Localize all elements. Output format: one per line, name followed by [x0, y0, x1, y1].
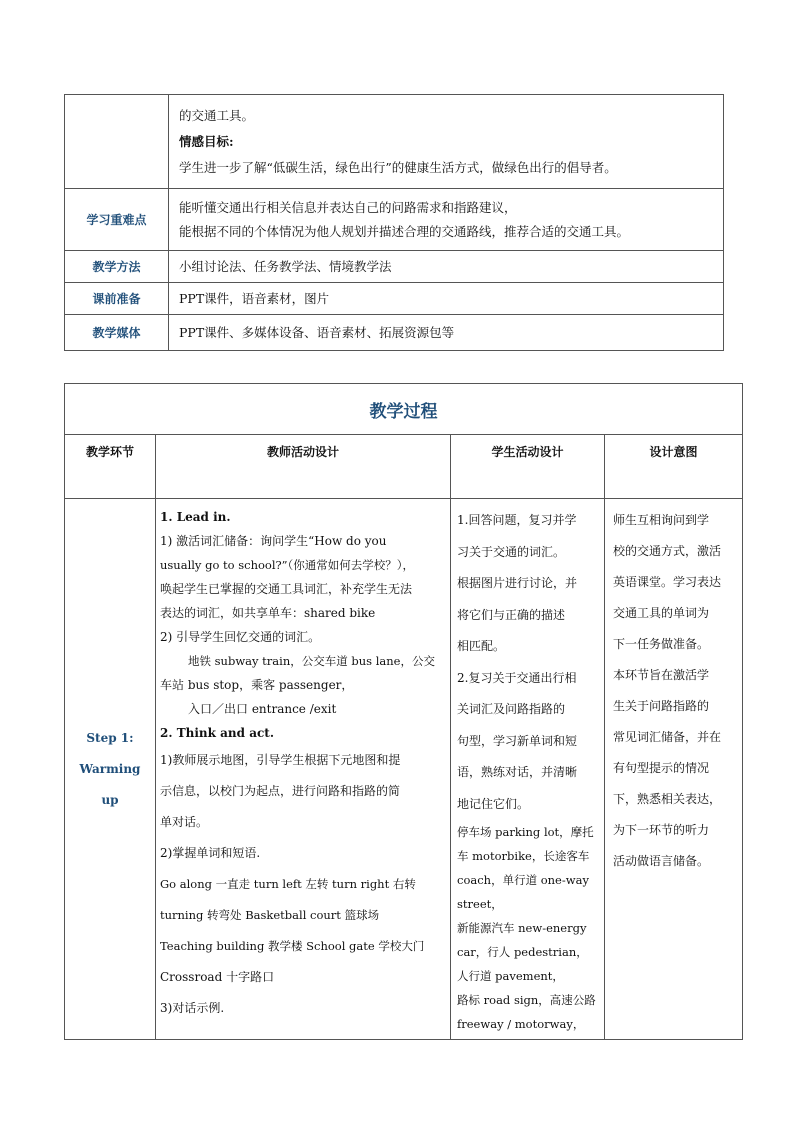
- row-line: 能听懂交通出行相关信息并表达自己的问路需求和指路建议，: [179, 199, 517, 215]
- row-value: [169, 189, 724, 251]
- row-label: 课前准备: [65, 283, 169, 315]
- step-line: up: [101, 792, 119, 807]
- student-activity-cell: [451, 499, 605, 1040]
- vocab-line: street，: [457, 897, 503, 911]
- objective-line: 学生进一步了解“低碳生活，绿色出行”的健康生活方式，做绿色出行的倡导者。: [179, 159, 617, 175]
- row-value: PPT课件、多媒体设备、语音素材、拓展资源包等: [169, 315, 724, 351]
- process-title: 教学过程: [65, 384, 743, 435]
- teacher-line: 3)对话示例.: [160, 1001, 225, 1015]
- teacher-line: usually go to school?”（你通常如何去学校？），: [160, 558, 415, 572]
- teacher-line: 示信息，以校门为起点，进行问路和指路的简: [160, 784, 401, 798]
- section-heading: 2. Think and act.: [160, 726, 275, 740]
- header-student: 学生活动设计: [451, 435, 605, 499]
- row-label: 教学媒体: [65, 315, 169, 351]
- student-line: 关词汇及问路指路的: [457, 702, 566, 716]
- student-line: 句型，学习新单词和短: [457, 733, 578, 748]
- intent-line: 校的交通方式，激活: [613, 544, 722, 558]
- vocab-line: coach，单行道 one-way: [457, 873, 589, 887]
- teacher-line: 2) 引导学生回忆交通的词汇。: [160, 630, 321, 644]
- vocab-line: 新能源汽车 new-energy: [457, 921, 587, 935]
- intent-line: 常见词汇储备，并在: [613, 730, 722, 744]
- row-label: 教学方法: [65, 251, 169, 283]
- teacher-activity-cell: [156, 499, 451, 1040]
- step-line: Warming: [79, 761, 141, 776]
- teacher-line: 入口／出口 entrance /exit: [188, 702, 337, 716]
- teacher-line: Go along 一直走 turn left 左转 turn right 右转: [160, 877, 416, 891]
- vocab-line: 人行道 pavement，: [457, 969, 564, 983]
- vocab-list: [457, 820, 600, 1036]
- intent-line: 交通工具的单词为: [613, 606, 710, 620]
- header-stage: 教学环节: [65, 435, 156, 499]
- objective-cell: [169, 95, 724, 189]
- row-label: 学习重难点: [65, 189, 169, 251]
- vocab-line: car，行人 pedestrian，: [457, 945, 588, 959]
- student-line: 2.复习关于交通出行相: [457, 670, 577, 685]
- vocab-line: 路标 road sign，高速公路: [457, 993, 596, 1007]
- student-line: 1.回答问题，复习并学: [457, 513, 577, 527]
- header-teacher: 教师活动设计: [156, 435, 451, 499]
- vocab-line: 停车场 parking lot，摩托: [457, 825, 594, 839]
- section-heading: 1. Lead in.: [160, 510, 231, 524]
- teacher-line: 车站 bus stop，乘客 passenger，: [160, 678, 354, 692]
- intent-line: 活动做语言储备。: [613, 854, 710, 868]
- student-line: 地记住它们。: [457, 796, 530, 811]
- row-value: 小组讨论法、任务教学法、情境教学法: [169, 251, 724, 283]
- intent-line: 下，熟悉相关表达，: [613, 792, 722, 806]
- intent-line: 为下一环节的听力: [613, 823, 710, 837]
- emotion-goal-heading: 情感目标:: [179, 133, 234, 149]
- objective-label-cell: [65, 95, 169, 189]
- vocab-line: 车 motorbike，长途客车: [457, 849, 590, 863]
- student-line: 根据图片进行讨论，并: [457, 576, 578, 590]
- teacher-line: 1)教师展示地图，引导学生根据下元地图和提: [160, 753, 401, 767]
- intent-line: 师生互相询问到学: [613, 513, 710, 527]
- objective-line: 的交通工具。: [179, 107, 255, 123]
- vocab-line: freeway / motorway，: [457, 1017, 585, 1031]
- teacher-line: 地铁 subway train，公交车道 bus lane，公交: [188, 654, 435, 668]
- header-intent: 设计意图: [605, 435, 743, 499]
- student-line: 将它们与正确的描述: [457, 607, 566, 622]
- row-line: 能根据不同的个体情况为他人规划并描述合理的交通路线，推荐合适的交通工具。: [179, 223, 630, 239]
- teacher-line: 1) 激活词汇储备：询问学生“How do you: [160, 534, 387, 548]
- course-info-table: [64, 94, 724, 351]
- intent-line: 英语课堂。学习表达: [613, 575, 722, 589]
- step-cell: [65, 499, 156, 1040]
- design-intent-cell: [605, 499, 743, 1040]
- intent-line: 下一任务做准备。: [613, 637, 710, 651]
- teacher-line: 单对话。: [160, 815, 209, 829]
- intent-line: 生关于问路指路的: [613, 699, 710, 713]
- teacher-line: 表达的词汇，如共享单车：shared bike: [160, 606, 376, 620]
- intent-line: 本环节旨在激活学: [613, 668, 710, 682]
- student-line: 习关于交通的词汇。: [457, 544, 566, 559]
- teacher-line: Crossroad 十字路口: [160, 970, 275, 984]
- step-line: Step 1:: [86, 730, 134, 745]
- student-line: 相匹配。: [457, 639, 506, 653]
- teaching-process-table: [64, 383, 743, 1040]
- teacher-line: turning 转弯处 Basketball court 篮球场: [160, 908, 380, 922]
- teacher-line: 唤起学生已掌握的交通工具词汇，补充学生无法: [160, 582, 413, 596]
- row-value: PPT课件，语音素材，图片: [169, 283, 724, 315]
- teacher-line: Teaching building 教学楼 School gate 学校大门: [160, 939, 425, 953]
- student-line: 语，熟练对话，并清晰: [457, 765, 578, 779]
- teacher-line: 2)掌握单词和短语.: [160, 846, 261, 860]
- intent-line: 有句型提示的情况: [613, 761, 710, 775]
